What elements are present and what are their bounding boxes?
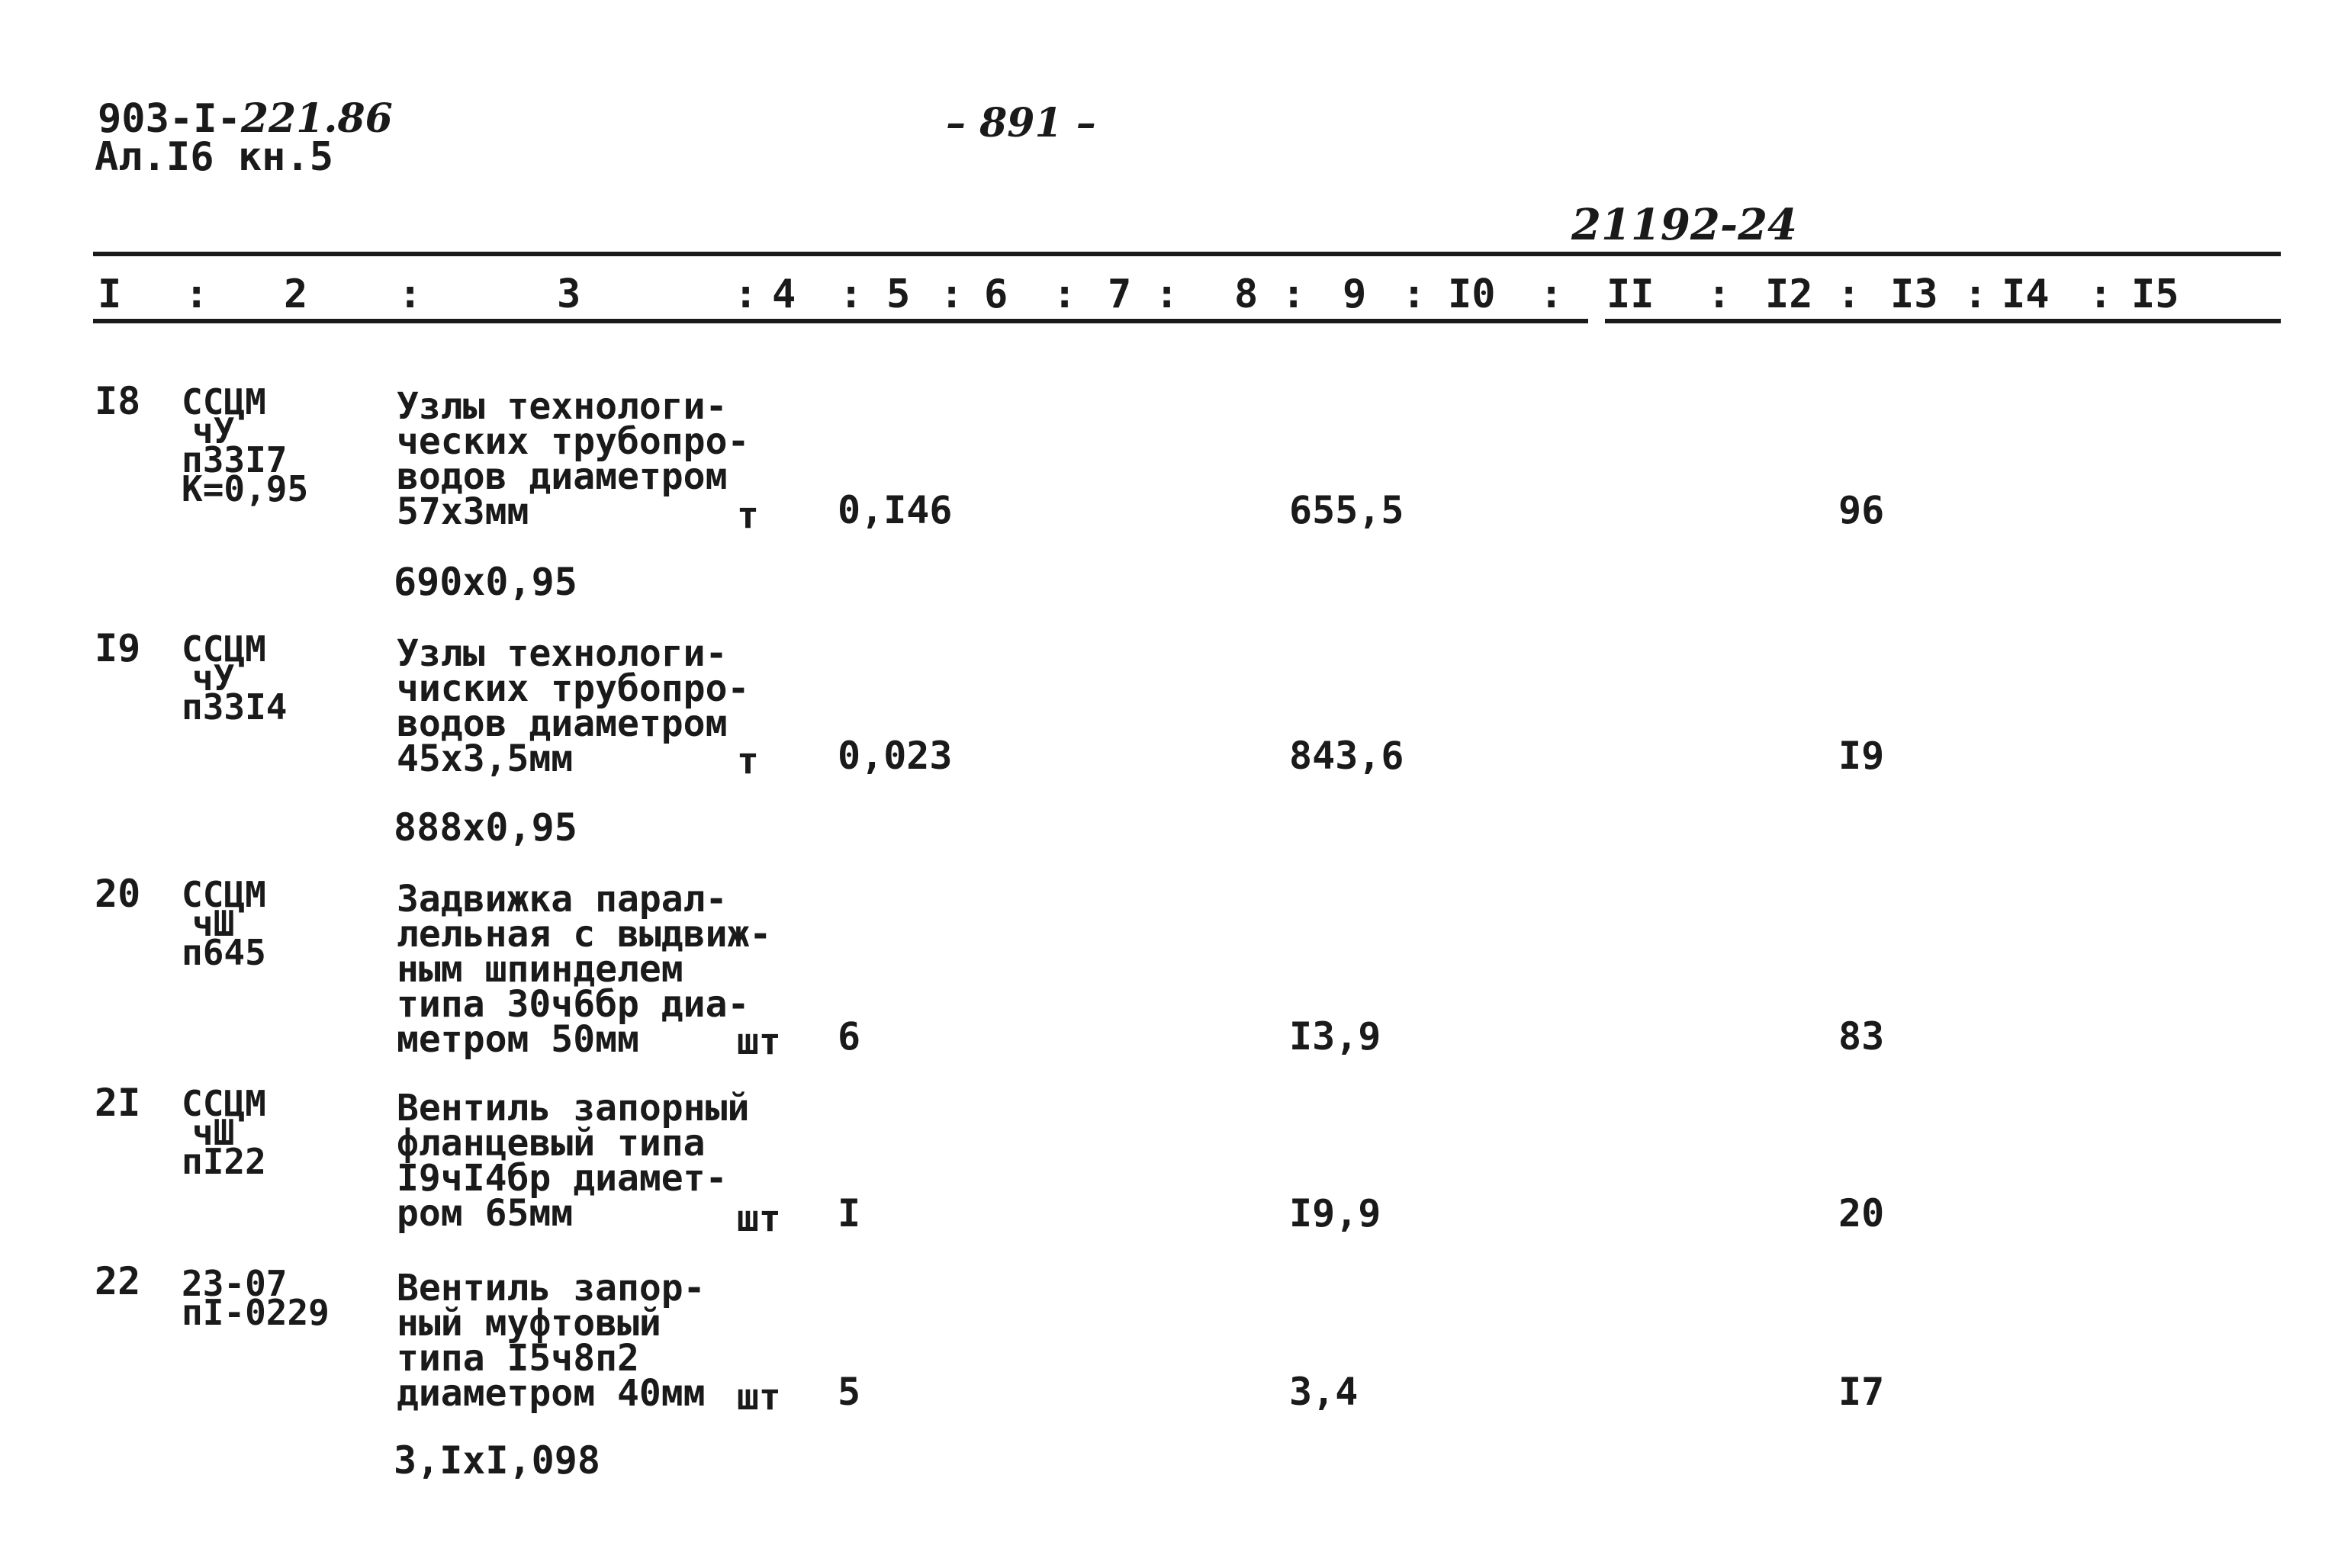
row-description-line: Узлы технологи- bbox=[397, 632, 728, 675]
row-quantity: 6 bbox=[838, 1014, 861, 1059]
column-separator: : bbox=[1539, 272, 1564, 317]
row-unit-price: I3,9 bbox=[1289, 1014, 1381, 1059]
row-quantity: 5 bbox=[838, 1370, 861, 1414]
row-unit-price: 843,6 bbox=[1289, 734, 1404, 778]
row-note: 888x0,95 bbox=[394, 805, 577, 850]
row-description-line: ром 65мм bbox=[397, 1192, 574, 1235]
column-separator: : bbox=[1963, 272, 1988, 317]
column-header-8: 8 bbox=[1234, 272, 1259, 317]
row-total: I7 bbox=[1838, 1370, 1885, 1414]
row-total: 20 bbox=[1838, 1191, 1885, 1235]
column-separator: : bbox=[1707, 272, 1732, 317]
row-description-line: ным шпинделем bbox=[397, 948, 683, 991]
row-description bbox=[397, 878, 772, 1061]
column-separator: : bbox=[940, 272, 964, 317]
row-description-line: ный муфтовый bbox=[397, 1302, 661, 1345]
row-description-line: Вентиль запорный bbox=[397, 1087, 750, 1129]
page-number: – 891 – bbox=[946, 100, 1096, 146]
row-number: I8 bbox=[95, 379, 141, 423]
document-code bbox=[98, 95, 393, 142]
row-code-line: CCЦМ bbox=[182, 874, 266, 915]
row-code-line: CCЦМ bbox=[182, 628, 266, 670]
row-code bbox=[182, 381, 309, 509]
document-code-prefix: 903-I- bbox=[98, 96, 241, 142]
row-description-line: лельная с выдвиж- bbox=[397, 913, 772, 956]
column-header-7: 7 bbox=[1108, 272, 1132, 317]
row-code bbox=[182, 1083, 266, 1182]
row-code-line: 23-07 bbox=[182, 1263, 288, 1304]
row-unit: т bbox=[737, 740, 759, 782]
row-code-line: CCЦМ bbox=[182, 381, 266, 423]
row-description-line: типа I5ч8п2 bbox=[397, 1337, 639, 1380]
row-code-line: п33I4 bbox=[182, 686, 288, 728]
column-header-2: 2 bbox=[284, 272, 308, 317]
column-header-1: I bbox=[98, 272, 122, 317]
row-description-line: 45x3,5мм bbox=[397, 737, 574, 780]
column-separator: : bbox=[1837, 272, 1861, 317]
column-separator: : bbox=[1282, 272, 1306, 317]
row-description-line: водов диаметром bbox=[397, 702, 728, 745]
row-description-line: I9чI4бр диамет- bbox=[397, 1157, 728, 1200]
row-note: 690x0,95 bbox=[394, 560, 577, 604]
header-top-rule bbox=[93, 252, 2281, 256]
column-separator: : bbox=[734, 272, 758, 317]
row-description-line: Узлы технологи- bbox=[397, 385, 728, 428]
row-number: 22 bbox=[95, 1259, 141, 1303]
row-description-line: метром 50мм bbox=[397, 1018, 639, 1061]
row-description-line: Задвижка парал- bbox=[397, 878, 728, 921]
row-number: 2I bbox=[95, 1081, 141, 1125]
column-header-3: 3 bbox=[557, 272, 581, 317]
column-separator: : bbox=[1053, 272, 1077, 317]
row-code bbox=[182, 1263, 330, 1333]
row-description-line: Вентиль запор- bbox=[397, 1267, 706, 1309]
row-description-line: водов диаметром bbox=[397, 455, 728, 498]
row-unit-price: 3,4 bbox=[1289, 1370, 1359, 1414]
row-description-line: фланцевый типа bbox=[397, 1122, 706, 1165]
column-separator: : bbox=[2089, 272, 2113, 317]
row-code-line: чШ bbox=[192, 1112, 235, 1153]
header-bottom-rule-right bbox=[1605, 319, 2281, 323]
row-description bbox=[397, 1267, 706, 1415]
row-note: 3,IxI,098 bbox=[394, 1438, 600, 1483]
column-header-9: 9 bbox=[1343, 272, 1367, 317]
row-quantity: 0,023 bbox=[838, 734, 953, 778]
column-header-5: 5 bbox=[886, 272, 911, 317]
row-description-line: ческих трубопро- bbox=[397, 420, 750, 463]
column-separator: : bbox=[1155, 272, 1179, 317]
column-header-4: 4 bbox=[772, 272, 796, 317]
column-header-6: 6 bbox=[984, 272, 1008, 317]
document-code-handwritten: 221.86 bbox=[240, 95, 393, 142]
column-header-15: I5 bbox=[2131, 272, 2179, 317]
row-code-line: чУ bbox=[192, 657, 235, 699]
row-unit: шт bbox=[737, 1020, 781, 1063]
column-separator: : bbox=[839, 272, 863, 317]
row-unit: т bbox=[737, 494, 759, 537]
row-quantity: 0,I46 bbox=[838, 488, 953, 532]
row-unit-price: 655,5 bbox=[1289, 488, 1404, 532]
row-code bbox=[182, 874, 266, 973]
row-description-line: чиских трубопро- bbox=[397, 667, 750, 710]
row-description-line: 57x3мм bbox=[397, 490, 529, 533]
row-code-line: п645 bbox=[182, 932, 266, 973]
sheet-number: 21192-24 bbox=[1571, 200, 1797, 250]
row-code-line: п33I7 bbox=[182, 439, 288, 480]
row-total: 83 bbox=[1838, 1014, 1885, 1059]
row-number: I9 bbox=[95, 626, 141, 670]
document-subcode: Ал.I6 кн.5 bbox=[95, 134, 334, 180]
row-total: 96 bbox=[1838, 488, 1885, 532]
column-separator: : bbox=[185, 272, 209, 317]
row-description-line: диаметром 40мм bbox=[397, 1372, 706, 1415]
row-unit-price: I9,9 bbox=[1289, 1191, 1381, 1235]
row-description bbox=[397, 385, 750, 533]
column-header-12: I2 bbox=[1765, 272, 1813, 317]
row-code-line: пI22 bbox=[182, 1141, 266, 1182]
row-code-line: чУ bbox=[192, 410, 235, 451]
row-code bbox=[182, 628, 288, 728]
row-description bbox=[397, 632, 750, 780]
column-header-10: I0 bbox=[1448, 272, 1496, 317]
column-header-14: I4 bbox=[2002, 272, 2050, 317]
row-code-line: CCЦМ bbox=[182, 1083, 266, 1124]
row-unit: шт bbox=[737, 1197, 781, 1240]
row-description-line: типа 30ч6бр диа- bbox=[397, 983, 750, 1026]
row-unit: шт bbox=[737, 1376, 781, 1419]
row-total: I9 bbox=[1838, 734, 1885, 778]
row-description bbox=[397, 1087, 750, 1235]
row-code-line: чШ bbox=[192, 903, 235, 944]
column-header-13: I3 bbox=[1890, 272, 1938, 317]
column-separator: : bbox=[1402, 272, 1426, 317]
row-number: 20 bbox=[95, 872, 141, 916]
row-quantity: I bbox=[838, 1191, 861, 1235]
row-code-line: К=0,95 bbox=[182, 468, 309, 509]
row-code-line: пI-0229 bbox=[182, 1292, 330, 1333]
header-bottom-rule-left bbox=[93, 319, 1588, 323]
column-header-11: II bbox=[1606, 272, 1655, 317]
column-separator: : bbox=[398, 272, 423, 317]
